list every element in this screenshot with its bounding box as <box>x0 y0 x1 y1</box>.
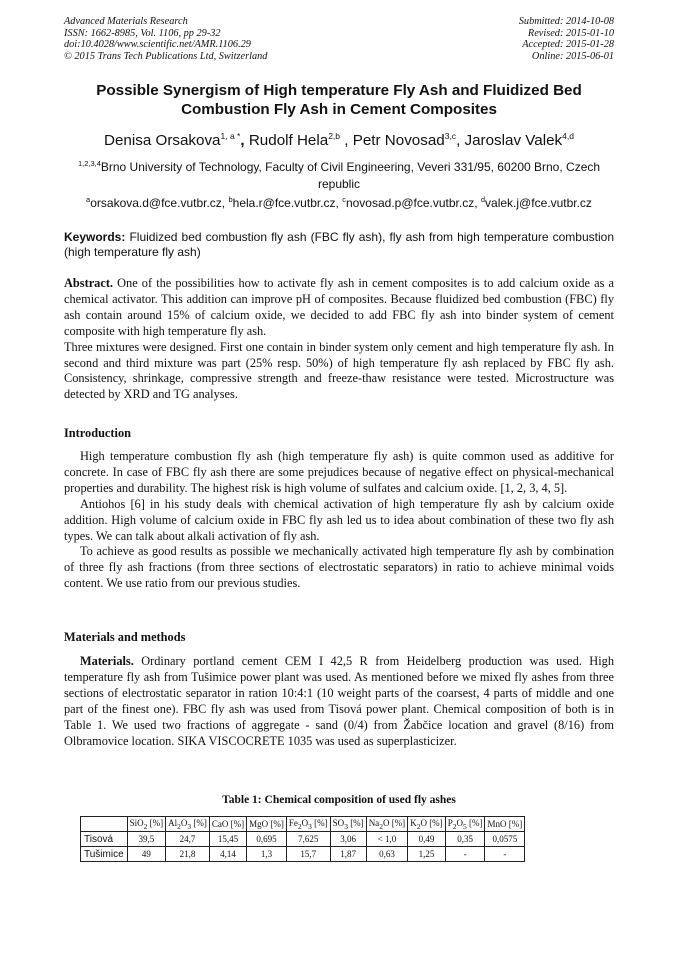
table-caption: Table 1: Chemical composition of used fly ashes <box>222 794 456 806</box>
table-corner-cell <box>81 817 128 832</box>
row-label: Tušimice <box>81 847 128 862</box>
email-address[interactable]: hela.r@fce.vutbr.cz <box>232 196 336 210</box>
header-sio2: SiO$_2$ [%] <box>127 817 166 832</box>
title-line-1: Possible Synergism of High temperature Fly Ash and Fluidized Bed <box>96 82 582 99</box>
affiliation-mark: 1,2,3,4 <box>77 159 101 168</box>
header-p2o5: $P_2O_5$ [%] <box>445 817 485 832</box>
author-emails: $^a$orsakova.d@fce.vutbr.cz, $^b$hela.r@fce.vutbr.cz, $^c$novosad.p@fce.vutbr.cz, $^d$valek.j@fce.vutbr.cz <box>86 195 592 210</box>
materials-label: Materials. <box>80 654 134 668</box>
accepted-date: Accepted: 2015-01-28 <box>522 39 614 51</box>
title-line-2: Combustion Fly Ash in Cement Composites <box>181 101 497 118</box>
header-na2o: $Na_2O$ [%] <box>366 817 408 832</box>
affiliation-text: Brno University of Technology, Faculty of Civil Engineering, Veveri 331/95, 60200 Brno, Czech republic <box>100 160 601 191</box>
author-name: Rudolf Hela <box>248 132 329 150</box>
table-cell: 1,3 <box>247 847 287 862</box>
table-cell: - <box>445 847 485 862</box>
table-header-row <box>81 817 525 832</box>
table-row <box>81 832 525 847</box>
journal-name: Advanced Materials Research <box>64 16 188 27</box>
header-fe2o3: $Fe_2O_3$ [%] <box>286 817 330 832</box>
email-mark: d <box>480 195 486 204</box>
abstract-paragraph-2: Three mixtures were designed. First one contain in binder system only cement and high temperature fly ash. In second and third mixture was part (25% resp. 50%) of high temperature fly ash replaced by FBC fly ash. Consistency, shrinkage, compressive strength and freeze-thaw resistance were tested. Microstructure was detected by XRD and TG analyses. <box>64 339 614 402</box>
table-cell: 0,0575 <box>485 832 525 847</box>
table-cell: 0,49 <box>408 832 446 847</box>
publication-dates <box>519 16 614 62</box>
copyright: © 2015 Trans Tech Publications Ltd, Switzerland <box>64 50 268 62</box>
introduction-paragraph-1: High temperature combustion fly ash (high temperature fly ash) is quite common used as additive for concrete. In case of FBC fly ash there are some prejudices because of negative effect on physical-mechanical properties and durability. The highest risk is high volume of sulfates and calcium oxide. [1, 2, 3, 4, 5]. <box>64 449 614 495</box>
journal-header <box>64 16 267 62</box>
header-mno: MnO [%] <box>485 817 525 832</box>
header-al2o3: $Al_2O_3$ [%] <box>166 817 210 832</box>
author-affil-mark: 4,d <box>562 131 574 141</box>
paper-title <box>64 81 614 119</box>
introduction-heading: Introduction <box>64 426 131 440</box>
abstract-label: Abstract. <box>64 276 114 290</box>
materials-methods-heading: Materials and methods <box>64 630 186 644</box>
keywords <box>64 230 614 259</box>
table-cell: 3,06 <box>330 832 366 847</box>
email-address[interactable]: novosad.p@fce.vutbr.cz <box>345 196 475 210</box>
author-affil-mark: 3,c <box>444 131 457 141</box>
online-date: Online: 2015-06-01 <box>531 50 614 62</box>
table-cell: 15,45 <box>209 832 246 847</box>
submitted-date: Submitted: 2014-10-08 <box>518 16 614 27</box>
table-cell: 0,695 <box>247 832 287 847</box>
email-address[interactable]: valek.j@fce.vutbr.cz <box>485 196 592 210</box>
email-mark: b <box>228 195 233 204</box>
header-k2o: $K_2O$ [%] <box>408 817 446 832</box>
author-name: Denisa Orsakova <box>104 132 221 150</box>
introduction-paragraph-2: Antiohos [6] in his study deals with chemical activation of high temperature fly ash by calcium oxide addition. High volume of calcium oxide in FBC fly ash led us to idea about combination of these two fly ash types. We can talk about alkali activation of fly ash. <box>64 496 614 543</box>
chemical-composition-table <box>80 816 525 862</box>
email-address[interactable]: orsakova.d@fce.vutbr.cz <box>90 196 222 210</box>
author-name: Jaroslav Valek <box>464 132 563 150</box>
header-so3: $SO_3$ [%] <box>330 817 366 832</box>
author-affil-mark: 2,b <box>328 131 341 141</box>
issn: ISSN: 1662-8985, Vol. 1106, pp 29-32 <box>64 27 221 39</box>
doi: doi:10.4028/www.scientific.net/AMR.1106.29 <box>64 39 251 51</box>
table-cell: 1,87 <box>330 847 366 862</box>
table-cell: < 1,0 <box>366 832 408 847</box>
keywords-text: Fluidized bed combustion fly ash (FBC fly ash), fly ash from high temperature combustion (high temperature fly ash) <box>64 230 615 259</box>
introduction-paragraph-3: To achieve as good results as possible we mechanically activated high temperature fly ash by combination of three fly ash fractions (from three sections of electrostatic separators) in ratio to achieve minimal voids content. We use ratio from our previous studies. <box>64 544 614 591</box>
author-list: Denisa Orsakova$^{1, a *}$, Rudolf Hela$^{2,b}$ , Petr Novosad$^{3,c}$, Jaroslav Valek$^{4,d}$ <box>104 131 574 150</box>
header-mgo: MgO [%] <box>247 817 287 832</box>
table-cell: 4,14 <box>209 847 246 862</box>
header-cao: CaO [%] <box>209 817 246 832</box>
keywords-label: Keywords: <box>64 230 126 244</box>
table-cell: 39,5 <box>127 832 166 847</box>
table-cell: 24,7 <box>166 832 210 847</box>
author-affil-mark: 1, a * <box>220 131 241 141</box>
email-mark: c <box>342 195 346 204</box>
table-cell: 0,35 <box>445 832 485 847</box>
table-cell: - <box>485 847 525 862</box>
table-cell: 15,7 <box>286 847 330 862</box>
table-cell: 1,25 <box>408 847 446 862</box>
table-row <box>81 847 525 862</box>
table-cell: 49 <box>127 847 166 862</box>
materials-body <box>64 654 614 749</box>
revised-date: Revised: 2015-01-10 <box>527 27 614 39</box>
materials-paragraph: Ordinary portland cement CEM I 42,5 R from Heidelberg production was used. High temperature fly ash from Tušimice power plant was used. As mentioned before we mixed fly ashes from three sections of electrostatic separator in ration 10:4:1 (10 weight parts of the coarsest, 4 parts of middle and one part of the finest one). FBC fly ash was used from Tisová power plant. Chemical composition of both is in Table 1. We used two fractions of aggregate - sand (0/4) from Žabčice location and gravel (8/16) from Olbramovice location. SIKA VISCOCRETE 1035 was used as superplasticizer. <box>64 654 614 748</box>
email-mark: a <box>86 195 91 204</box>
table-cell: 7,625 <box>286 832 330 847</box>
abstract-paragraph-1: One of the possibilities how to activate fly ash in cement composites is to add calcium oxide as a chemical activator. This addition can improve pH of composites. Because fluidized bed combustion (FBC) fly ash contain around 15% of calcium oxide, we decided to add FBC fly ash into binder system of cement composite with high temperature fly ash. <box>64 276 614 338</box>
abstract <box>64 276 614 403</box>
affiliation <box>64 155 614 193</box>
table-cell: 21,8 <box>166 847 210 862</box>
table-cell: 0,63 <box>366 847 408 862</box>
introduction-body <box>64 449 614 592</box>
author-name: Petr Novosad <box>352 132 445 150</box>
row-label: Tisová <box>81 832 128 847</box>
